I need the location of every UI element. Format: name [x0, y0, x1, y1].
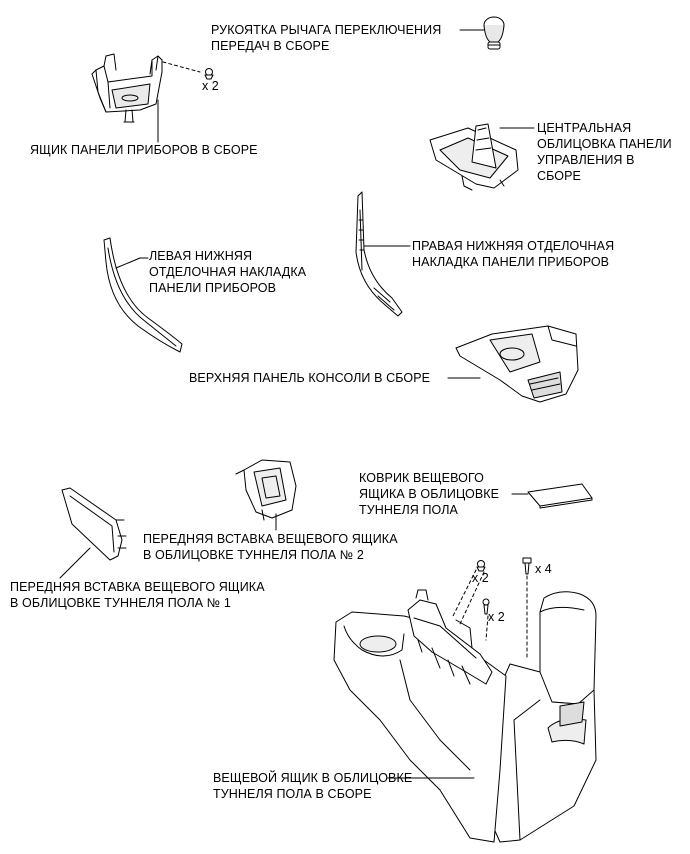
console-bolt-icon	[523, 558, 531, 574]
console-clip-icon	[477, 561, 485, 572]
console-screw-qty: x 2	[488, 610, 505, 624]
instrument-box-label: ЯЩИК ПАНЕЛИ ПРИБОРОВ В СБОРЕ	[30, 143, 258, 157]
front-insert-2-part	[236, 460, 296, 520]
center-bezel-label: ЦЕНТРАЛЬНАЯ ОБЛИЦОВКА ПАНЕЛИ УПРАВЛЕНИЯ В СБОРЕ	[537, 121, 672, 183]
console-bolt-qty: x 4	[535, 562, 552, 576]
clip-icon	[205, 69, 213, 80]
box-mat-part	[528, 484, 592, 508]
right-lower-trim-label: ПРАВАЯ НИЖНЯЯ ОТДЕЛОЧНАЯ НАКЛАДКА ПАНЕЛИ ПРИБОРОВ	[412, 239, 615, 269]
instrument-box-clip-qty: x 2	[202, 79, 219, 93]
console-box-part	[334, 590, 596, 842]
front-insert-1-leader	[60, 548, 90, 578]
shift-knob-part	[484, 17, 504, 49]
console-box-label: ВЕЩЕВОЙ ЯЩИК В ОБЛИЦОВКЕ ТУННЕЛЯ ПОЛА В СБОРЕ	[213, 771, 413, 801]
instrument-box-clip-dash	[163, 62, 200, 72]
right-lower-trim-part	[356, 192, 402, 316]
left-lower-trim-label: ЛЕВАЯ НИЖНЯЯ ОТДЕЛОЧНАЯ НАКЛАДКА ПАНЕЛИ ПРИБОРОВ	[149, 249, 307, 295]
upper-console-panel-label: ВЕРХНЯЯ ПАНЕЛЬ КОНСОЛИ В СБОРЕ	[189, 371, 431, 385]
upper-console-panel-part	[456, 326, 578, 402]
left-lower-trim-leader	[116, 258, 148, 268]
instrument-box-part	[92, 54, 162, 122]
shift-knob-label: РУКОЯТКА РЫЧАГА ПЕРЕКЛЮЧЕНИЯ ПЕРЕДАЧ В СБОРЕ	[211, 23, 442, 53]
front-insert-1-label: ПЕРЕДНЯЯ ВСТАВКА ВЕЩЕВОГО ЯЩИКА В ОБЛИЦОВКЕ ТУННЕЛЯ ПОЛА № 1	[10, 580, 265, 610]
front-insert-2-label: ПЕРЕДНЯЯ ВСТАВКА ВЕЩЕВОГО ЯЩИКА В ОБЛИЦОВКЕ ТУННЕЛЯ ПОЛА № 2	[143, 532, 398, 562]
front-insert-1-part	[62, 488, 126, 560]
console-clip-qty: x 2	[472, 571, 489, 585]
box-mat-label: КОВРИК ВЕЩЕВОГО ЯЩИКА В ОБЛИЦОВКЕ ТУННЕЛЯ ПОЛА	[359, 471, 500, 517]
center-bezel-part	[430, 124, 518, 190]
